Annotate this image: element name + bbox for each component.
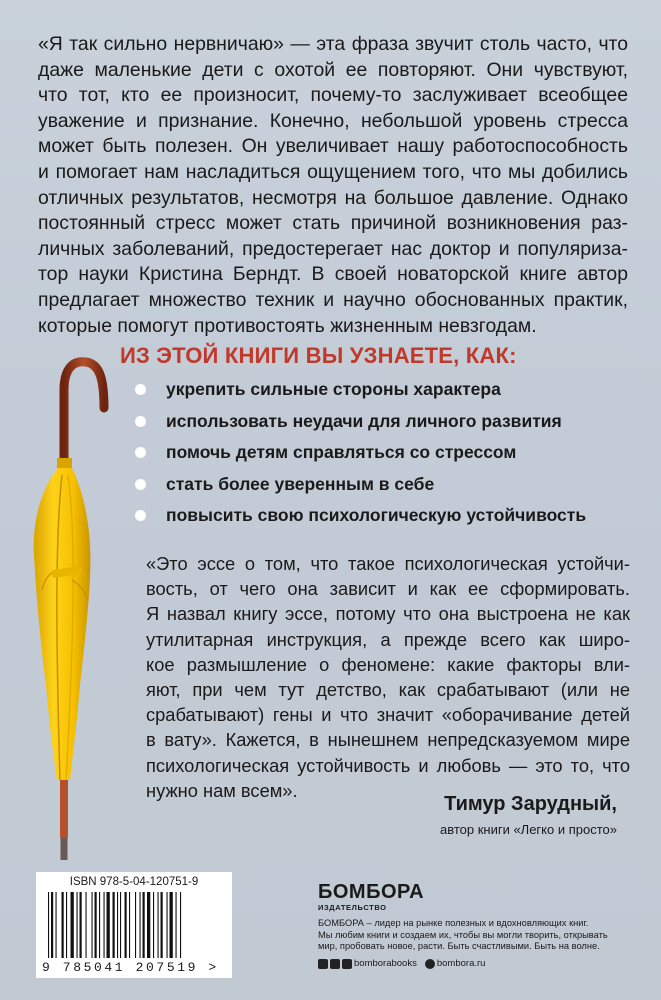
barcode-digits: 9 785041 207519 >	[42, 960, 219, 975]
barcode-block	[36, 872, 232, 978]
quote-line: кое размышление о феномене: какие факторы вли-	[146, 653, 630, 675]
intro-line: может быть полезен. Он увеличивает нашу работоспособность	[38, 135, 628, 158]
publisher-description	[318, 918, 628, 953]
quote-line: психологическая устойчивость и любовь — это то, что	[146, 754, 630, 776]
intro-line: которые помогут противостоять жизненным невзгодам.	[38, 314, 537, 337]
social-handle[interactable]: bomborabooks	[354, 958, 417, 969]
intro-line: что тот, кто ее произносит, почему-то заслуживает всеобщее	[38, 84, 628, 107]
bullet-icon	[135, 384, 146, 395]
quote-line: в вату». Кажется, в нынешнем непредсказуемом мире	[146, 729, 630, 751]
list-item: помочь детям справляться со стрессом	[132, 440, 586, 472]
intro-line: тор науки Кристина Берндт. В своей новаторской книге автор	[38, 263, 628, 286]
bullet-icon	[135, 510, 146, 521]
publisher-line: мир, пробовать новое, расти. Быть счастливыми. Быть на волне.	[318, 941, 600, 952]
publisher-line: Мы любим книги и создаем их, чтобы вы могли творить, открывать	[318, 929, 608, 940]
quote-line: срабатывают) гены и что значит «оборачивание детей	[146, 704, 630, 726]
review-quote	[146, 551, 630, 803]
learn-heading: ИЗ ЭТОЙ КНИГИ ВЫ УЗНАЕТЕ, КАК:	[120, 343, 517, 368]
learn-list	[132, 377, 586, 535]
facebook-icon	[318, 959, 328, 969]
quote-line: утилитарная инструкция, а прежде всего как широ-	[146, 628, 630, 650]
intro-line: отличных результатов, несмотря на большое давление. Однако	[38, 186, 628, 209]
intro-line: «Я так сильно нервничаю» — эта фраза звучит столь часто, что	[38, 33, 628, 55]
intro-paragraph	[38, 32, 628, 339]
barcode-icon	[48, 892, 220, 958]
isbn-label: ISBN 978-5-04-120751-9	[69, 876, 199, 888]
website-link[interactable]: bombora.ru	[436, 958, 486, 969]
intro-line: уважение и признание. Конечно, небольшой уровень стресса	[38, 109, 628, 132]
quote-author-description: автор книги «Легко и просто»	[439, 822, 617, 837]
intro-line: постоянный стресс может стать причиной возникновения раз-	[38, 212, 628, 235]
list-item: использовать неудачи для личного развития	[132, 409, 586, 441]
quote-line: нужно нам всем».	[146, 779, 298, 801]
intro-line: даже маленькие дети с охотой ее повторяют. Они чувствуют,	[38, 58, 628, 81]
publisher-logo: БОМБОРА	[318, 881, 425, 903]
quote-author-name: Тимур Зарудный,	[444, 793, 617, 815]
list-item: стать более уверенным в себе	[132, 472, 586, 504]
intro-line: личных заболеваний, предостерегает нас доктор и популяриза-	[38, 237, 628, 260]
globe-icon	[425, 959, 435, 969]
publisher-subtitle: ИЗДАТЕЛЬСТВО	[318, 903, 387, 912]
bullet-icon	[135, 447, 146, 458]
quote-line: «Это эссе о том, что такое психологическая устойчи-	[146, 553, 630, 574]
intro-line: и помогает нам насладиться ощущением того, что мы добились	[38, 160, 628, 183]
intro-line: предлагает множество техник и научно обоснованных практик,	[38, 288, 628, 311]
quote-line: вость, от чего она зависит и как ее сформировать.	[146, 578, 630, 600]
publisher-line: БОМБОРА – лидер на рынке полезных и вдохновляющих книг.	[318, 918, 589, 928]
instagram-icon	[342, 959, 352, 969]
list-item: повысить свою психологическую устойчивость	[132, 503, 586, 535]
bullet-icon	[135, 479, 146, 490]
list-item: укрепить сильные стороны характера	[132, 377, 586, 409]
quote-line: яют, при чем тут детство, как срабатывают (или не	[146, 679, 630, 701]
vk-icon	[330, 959, 340, 969]
quote-line: Я назвал книгу эссе, потому что она выстроена не как	[146, 603, 630, 625]
bullet-icon	[135, 416, 146, 427]
umbrella-illustration	[0, 340, 140, 880]
publisher-links	[318, 958, 485, 969]
